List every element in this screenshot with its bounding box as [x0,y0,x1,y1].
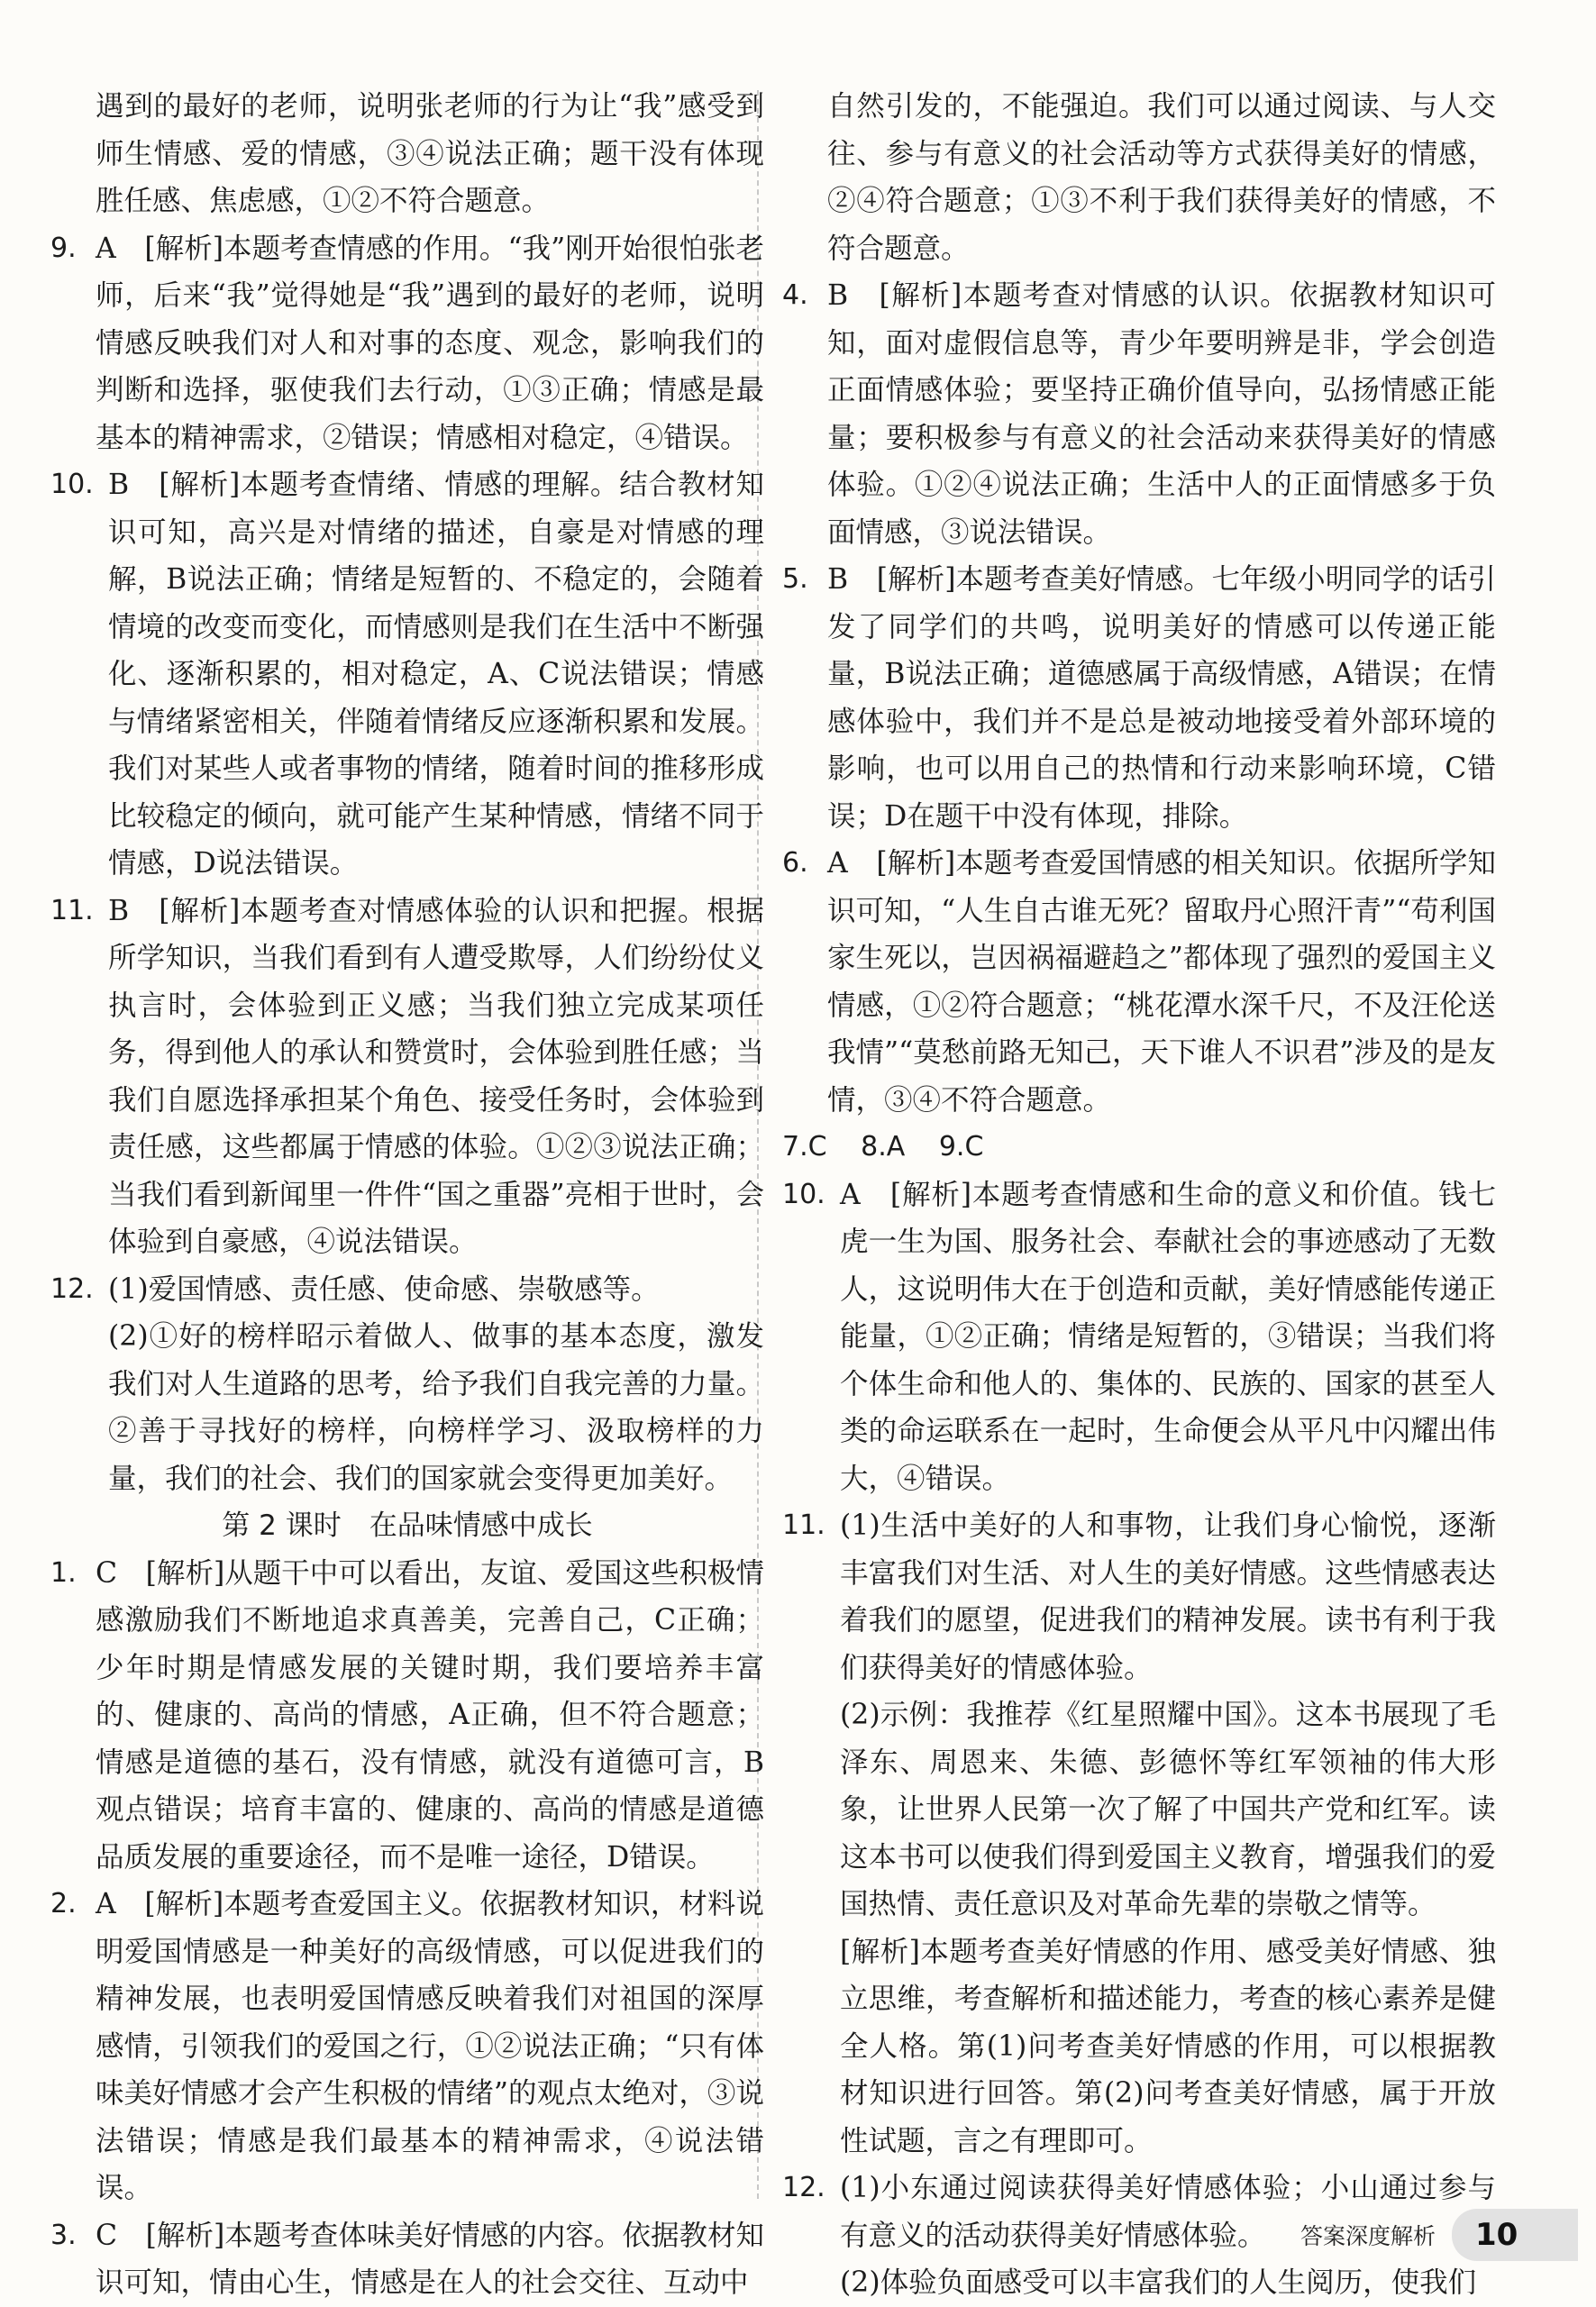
item-number: 10. [50,469,94,500]
item-analysis: [解析]本题考查美好情感的作用、感受美好情感、独立思维，考查解析和描述能力，考查的核心素养是健全人格。第(1)问考查美好情感的作用，可以根据教材知识进行回答。第(2)问考查美好情感，属于开放性试题，言之有理即可。 [840,1935,1496,2157]
item-number: 2. [50,1888,77,1919]
item-subtext: (2)体验负面感受可以丰富我们的人生阅历，使我们 [840,2266,1477,2299]
footer-label: 答案深度解析 [1300,2223,1436,2249]
item-text: A [解析]本题考查情感和生命的意义和价值。钱七虎一生为国、服务社会、奉献社会的事迹感动了无数人，这说明伟大在于创造和贡献，美好情感能传递正能量，①②正确；情绪是短暂的，③错误；当我们将个体生命和他人的、集体的、民族的、国家的甚至人类的命运联系在一起时，生命便会从平凡中闪耀出伟大，④错误。 [840,1178,1496,1495]
inline-answer-8: 8.A [861,1131,906,1163]
answer-item-4 [782,272,1496,556]
left-column [50,83,764,2307]
page-number: 10 [1452,2209,1578,2261]
item-text: C [解析]本题考查体味美好情感的内容。依据教材知识可知，情由心生，情感是在人的社会交往、互动中 [96,2219,764,2299]
page-footer [1300,2209,1578,2261]
item-subtext: (2)①好的榜样昭示着做人、做事的基本态度，激发我们对人生道路的思考，给予我们自我完善的力量。②善于寻找好的榜样，向榜样学习、汲取榜样的力量，我们的社会、我们的国家就会变得更加美好。 [108,1320,764,1495]
item-number: 9. [50,232,77,264]
inline-answer-7: 7.C [782,1131,827,1163]
item-number: 4. [782,279,808,311]
inline-answer-9: 9.C [938,1131,984,1163]
answer-item-11 [782,1502,1496,2165]
answer-item-1 [50,1550,764,1882]
item-number: 11. [782,1509,825,1541]
item-text: (1)生活中美好的人和事物，让我们身心愉悦，逐渐丰富我们对生活、对人生的美好情感。这些情感表达着我们的愿望，促进我们的精神发展。读书有利于我们获得美好的情感体验。 [840,1509,1496,1684]
item-text: (1)小东通过阅读获得美好情感体验；小山通过参与有意义的活动获得美好情感体验。 [840,2172,1496,2252]
item-text: A [解析]本题考查爱国情感的相关知识。依据所学知识可知，“人生自古谁无死？留取丹心照汗青”“苟利国家生死以，岂因祸福避趋之”都体现了强烈的爱国主义情感，①②符合题意；“桃花潭水深千尺，不及汪伦送我情”“莫愁前路无知己，天下谁人不识君”涉及的是友情，③④不符合题意。 [827,847,1496,1117]
item-number: 12. [782,2172,825,2203]
item-subtext: (2)示例：我推荐《红星照耀中国》。这本书展现了毛泽东、周恩来、朱德、彭德怀等红军领袖的伟大形象，让世界人民第一次了解了中国共产党和红军。读这本书可以使我们得到爱国主义教育，增强我们的爱国热情、责任意识及对革命先辈的崇敬之情等。 [840,1699,1496,1920]
item-text: A [解析]本题考查情感的作用。“我”刚开始很怕张老师，后来“我”觉得她是“我”遇到的最好的老师，说明情感反映我们对人和对事的态度、观念，影响我们的判断和选择，驱使我们去行动，①③正确；情感是最基本的精神需求，②错误；情感相对稳定，④错误。 [96,232,764,454]
item-text: B [解析]本题考查情绪、情感的理解。结合教材知识可知，高兴是对情绪的描述，自豪是对情感的理解，B说法正确；情绪是短暂的、不稳定的，会随着情境的改变而变化，而情感则是我们在生活中不断强化、逐渐积累的，相对稳定，A、C说法错误；情感与情绪紧密相关，伴随着情绪反应逐渐积累和发展。我们对某些人或者事物的情绪，随着时间的推移形成比较稳定的倾向，就可能产生某种情感，情绪不同于情感，D说法错误。 [108,469,764,880]
item-number: 10. [782,1178,825,1210]
item-number: 5. [782,563,808,595]
item-text: B [解析]本题考查美好情感。七年级小明同学的话引发了同学们的共鸣，说明美好的情感可以传递正能量，B说法正确；道德感属于高级情感，A错误；在情感体验中，我们并不是总是被动地接受着外部环境的影响，也可以用自己的热情和行动来影响环境，C错误；D在题干中没有体现，排除。 [827,563,1496,833]
item-number: 6. [782,847,808,879]
continuation-text: 遇到的最好的老师，说明张老师的行为让“我”感受到师生情感、爱的情感，③④说法正确；题干没有体现胜任感、焦虑感，①②不符合题意。 [96,90,764,217]
answer-item-5 [782,556,1496,840]
item-number: 12. [50,1272,94,1305]
answer-item-2 [50,1881,764,2212]
answer-item-11 [50,888,764,1266]
item-text: A [解析]本题考查爱国主义。依据教材知识，材料说明爱国情感是一种美好的高级情感，可以促进我们的精神发展，也表明爱国情感反映着我们对祖国的深厚感情，引领我们的爱国之行，①②说法正确；“只有体味美好情感才会产生积极的情绪”的观点太绝对，③说法错误；情感是我们最基本的精神需求，④说法错误。 [96,1888,764,2204]
section-title: 第 2 课时 在品味情感中成长 [222,1509,593,1542]
answer-item-6 [782,840,1496,1124]
answer-item-12 [50,1266,764,1503]
answer-item-10 [782,1172,1496,1503]
item-text: C [解析]从题干中可以看出，友谊、爱国这些积极情感激励我们不断地追求真善美，完善自己，C正确；少年时期是情感发展的关键时期，我们要培养丰富的、健康的、高尚的情感，A正确，但不符合题意；情感是道德的基石，没有情感，就没有道德可言，B观点错误；培育丰富的、健康的、高尚的情感是道德品质发展的重要途径，而不是唯一途径，D错误。 [96,1556,764,1874]
continuation-text: 自然引发的，不能强迫。我们可以通过阅读、与人交往、参与有意义的社会活动等方式获得美好的情感，②④符合题意；①③不利于我们获得美好的情感，不符合题意。 [827,90,1496,265]
item-number: 11. [50,894,94,926]
item-text: B [解析]本题考查对情感的认识。依据教材知识可知，面对虚假信息等，青少年要明辨是非，学会创造正面情感体验；要坚持正确价值导向，弘扬情感正能量；要积极参与有意义的社会活动来获得美好的情感体验。①②④说法正确；生活中人的正面情感多于负面情感，③说法错误。 [827,279,1496,549]
item-number: 3. [50,2219,77,2251]
answer-item-10 [50,461,764,888]
item-text: (1)爱国情感、责任感、使命感、崇敬感等。 [108,1272,660,1306]
answer-item-3 [50,2212,764,2307]
item-text: B [解析]本题考查对情感体验的认识和把握。根据所学知识，当我们看到有人遭受欺辱，人们纷纷仗义执言时，会体验到正义感；当我们独立完成某项任务，得到他人的承认和赞赏时，会体验到胜任感；当我们自愿选择承担某个角色、接受任务时，会体验到责任感，这些都属于情感的体验。①②③说法正确；当我们看到新闻里一件件“国之重器”亮相于世时，会体验到自豪感，④说法错误。 [108,894,764,1258]
item-number: 1. [50,1556,77,1589]
inline-answers [782,1124,1496,1172]
answer-item-9 [50,225,764,462]
right-column [782,83,1496,2307]
